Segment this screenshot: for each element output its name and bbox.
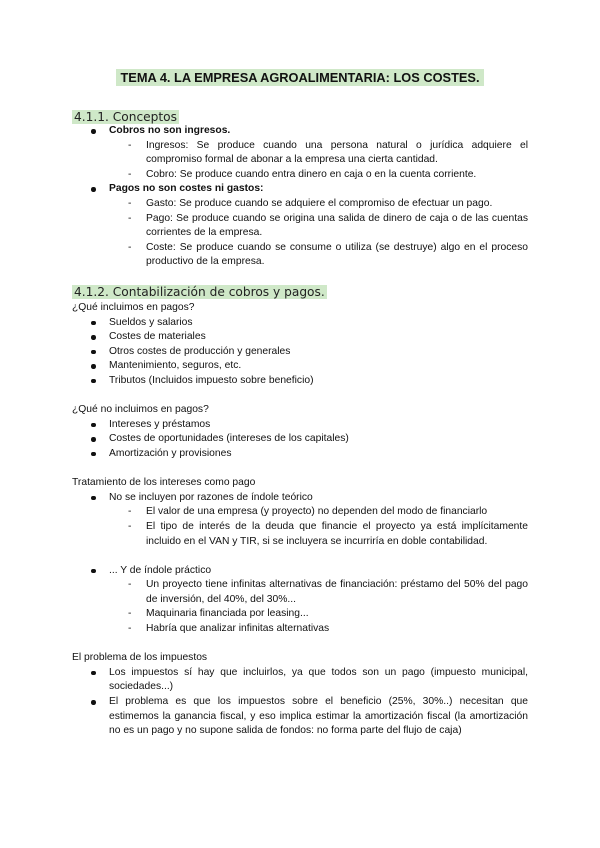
- section-heading-contabilizacion: 4.1.2. Contabilización de cobros y pagos.: [74, 285, 325, 299]
- list-item: Otros costes de producción y generales: [72, 345, 528, 360]
- list-item: Amortización y provisiones: [72, 447, 528, 462]
- contabilizacion-content: [72, 301, 528, 739]
- sub-item: - El tipo de interés de la deuda que financie el proyecto ya está implícitamente incluido en el VAN y TIR, si se incluyera se incurriría en doble contabilidad.: [72, 520, 528, 549]
- sub-item: - Habría que analizar infinitas alternativas: [72, 622, 528, 637]
- list-item: Costes de oportunidades (intereses de los capitales): [72, 432, 528, 447]
- sub-item: - Un proyecto tiene infinitas alternativas de financiación: préstamo del 50% del pago de inversión, del 40%, del 30%...: [72, 578, 528, 607]
- conceptos-list: [72, 124, 528, 270]
- sub-item: - Pago: Se produce cuando se origina una salida de dinero de caja o de las cuentas corrientes de la empresa.: [72, 212, 528, 241]
- list-item: El problema es que los impuestos sobre el beneficio (25%, 30%..) necesitan que estimemos la ganancia fiscal, y eso implica estimar la amortización fiscal (la amortización no es un pago y no supone salida de fondos: no forma parte del flujo de caja): [72, 695, 528, 739]
- bullet-item: Cobros no son ingresos.: [72, 124, 528, 139]
- list-item: Los impuestos sí hay que incluirlos, ya que todos son un pago (impuesto municipal, sociedades...): [72, 666, 528, 695]
- sub-item: - Gasto: Se produce cuando se adquiere el compromiso de efectuar un pago.: [72, 197, 528, 212]
- question-text: ¿Qué no incluimos en pagos?: [72, 404, 209, 416]
- question-text: ¿Qué incluimos en pagos?: [72, 302, 195, 313]
- sub-item: - Cobro: Se produce cuando entra dinero en caja o en la cuenta corriente.: [72, 168, 528, 183]
- bullet-item: Pagos no son costes ni gastos:: [72, 182, 528, 197]
- list-item: Intereses y préstamos: [72, 418, 528, 433]
- sub-item: - Ingresos: Se produce cuando una persona natural o jurídica adquiere el compromiso formal de abonar a la empresa una cierta cantidad.: [72, 139, 528, 168]
- sub-item: - El valor de una empresa (y proyecto) no dependen del modo de financiarlo: [72, 505, 528, 520]
- page-title: TEMA 4. LA EMPRESA AGROALIMENTARIA: LOS COSTES.: [0, 70, 600, 86]
- list-item: Sueldos y salarios: [72, 316, 528, 331]
- list-item: ... Y de índole práctico: [72, 564, 528, 579]
- section-heading-conceptos: 4.1.1. Conceptos: [74, 110, 177, 124]
- question-text: El problema de los impuestos: [72, 652, 208, 664]
- list-item: Mantenimiento, seguros, etc.: [72, 359, 528, 374]
- sub-item: - Coste: Se produce cuando se consume o utiliza (se destruye) algo en el proceso productivo de la empresa.: [72, 241, 528, 270]
- list-item: No se incluyen por razones de índole teórico: [72, 491, 528, 506]
- list-item: Tributos (Incluidos impuesto sobre beneficio): [72, 374, 528, 389]
- list-item: Costes de materiales: [72, 330, 528, 345]
- question-text: Tratamiento de los intereses como pago: [72, 477, 256, 489]
- sub-item: - Maquinaria financiada por leasing...: [72, 607, 528, 622]
